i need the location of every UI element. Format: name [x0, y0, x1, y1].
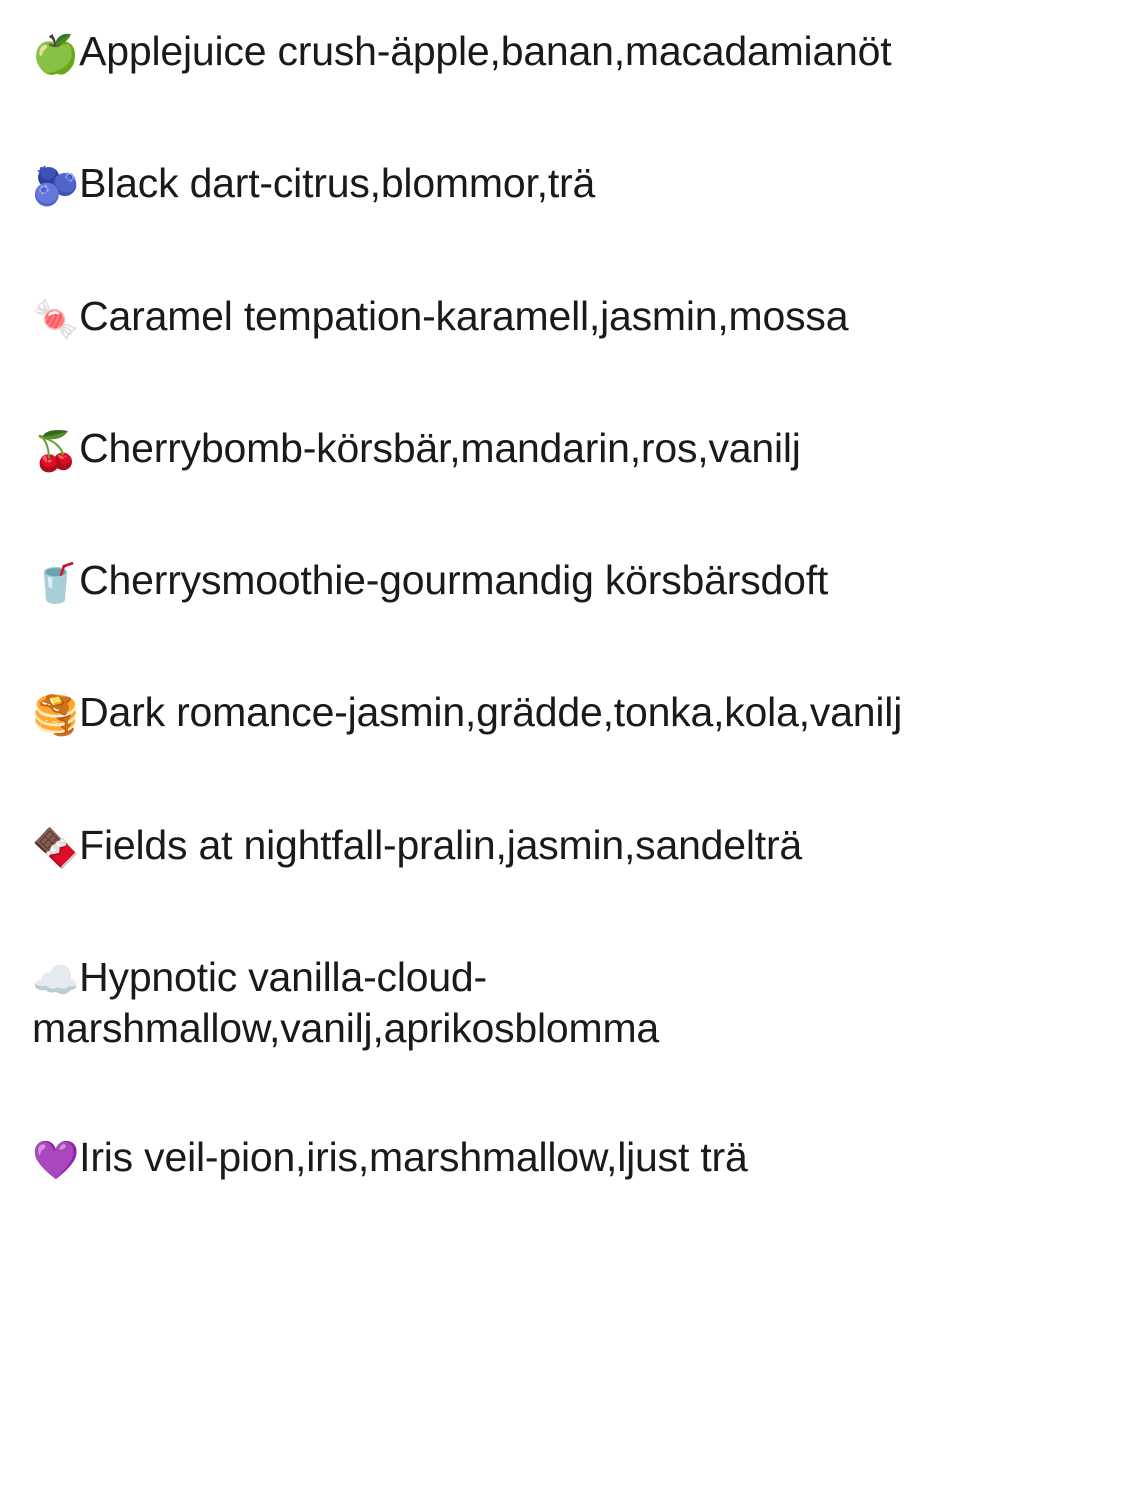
list-item-label: Black dart-citrus,blommor,trä — [79, 160, 596, 207]
list-item — [32, 423, 1095, 474]
list-item — [32, 1132, 1095, 1183]
green-apple-emoji: 🍏 — [32, 32, 80, 76]
list-item — [32, 158, 1095, 209]
list-item-label: Caramel tempation-karamell,jasmin,mossa — [79, 292, 849, 339]
purple-heart-emoji: 💜 — [32, 1138, 80, 1183]
cherries-emoji: 🍒 — [32, 428, 80, 473]
list-item — [32, 555, 1095, 606]
list-item-label: Fields at nightfall-pralin,jasmin,sandelträ — [79, 821, 803, 868]
pancakes-emoji: 🥞 — [32, 693, 80, 738]
list-item-label: Applejuice crush-äpple,banan,macadamianöt — [79, 28, 892, 74]
list-item — [32, 26, 1095, 77]
fragrance-list — [32, 26, 1095, 1184]
cup-with-straw-emoji: 🥤 — [32, 561, 80, 605]
list-item-label: Iris veil-pion,iris,marshmallow,ljust trä — [79, 1134, 748, 1181]
list-item-label: Cherrysmoothie-gourmandig körsbärsdoft — [79, 557, 829, 603]
list-item-label: Dark romance-jasmin,grädde,tonka,kola,vanilj — [79, 689, 903, 736]
list-item — [32, 820, 1095, 871]
list-item — [32, 291, 1095, 342]
list-item-label: Cherrybomb-körsbär,mandarin,ros,vanilj — [79, 424, 801, 471]
list-item — [32, 687, 1095, 738]
cloud-emoji: ☁️ — [32, 957, 80, 1002]
list-item — [32, 952, 1095, 1055]
list-item-label: Hypnotic vanilla-cloud-marshmallow,vanilj,aprikosblomma — [32, 953, 660, 1051]
chocolate-bar-emoji: 🍫 — [32, 825, 80, 870]
blueberries-emoji: 🫐 — [32, 164, 80, 209]
candy-emoji: 🍬 — [32, 296, 80, 341]
